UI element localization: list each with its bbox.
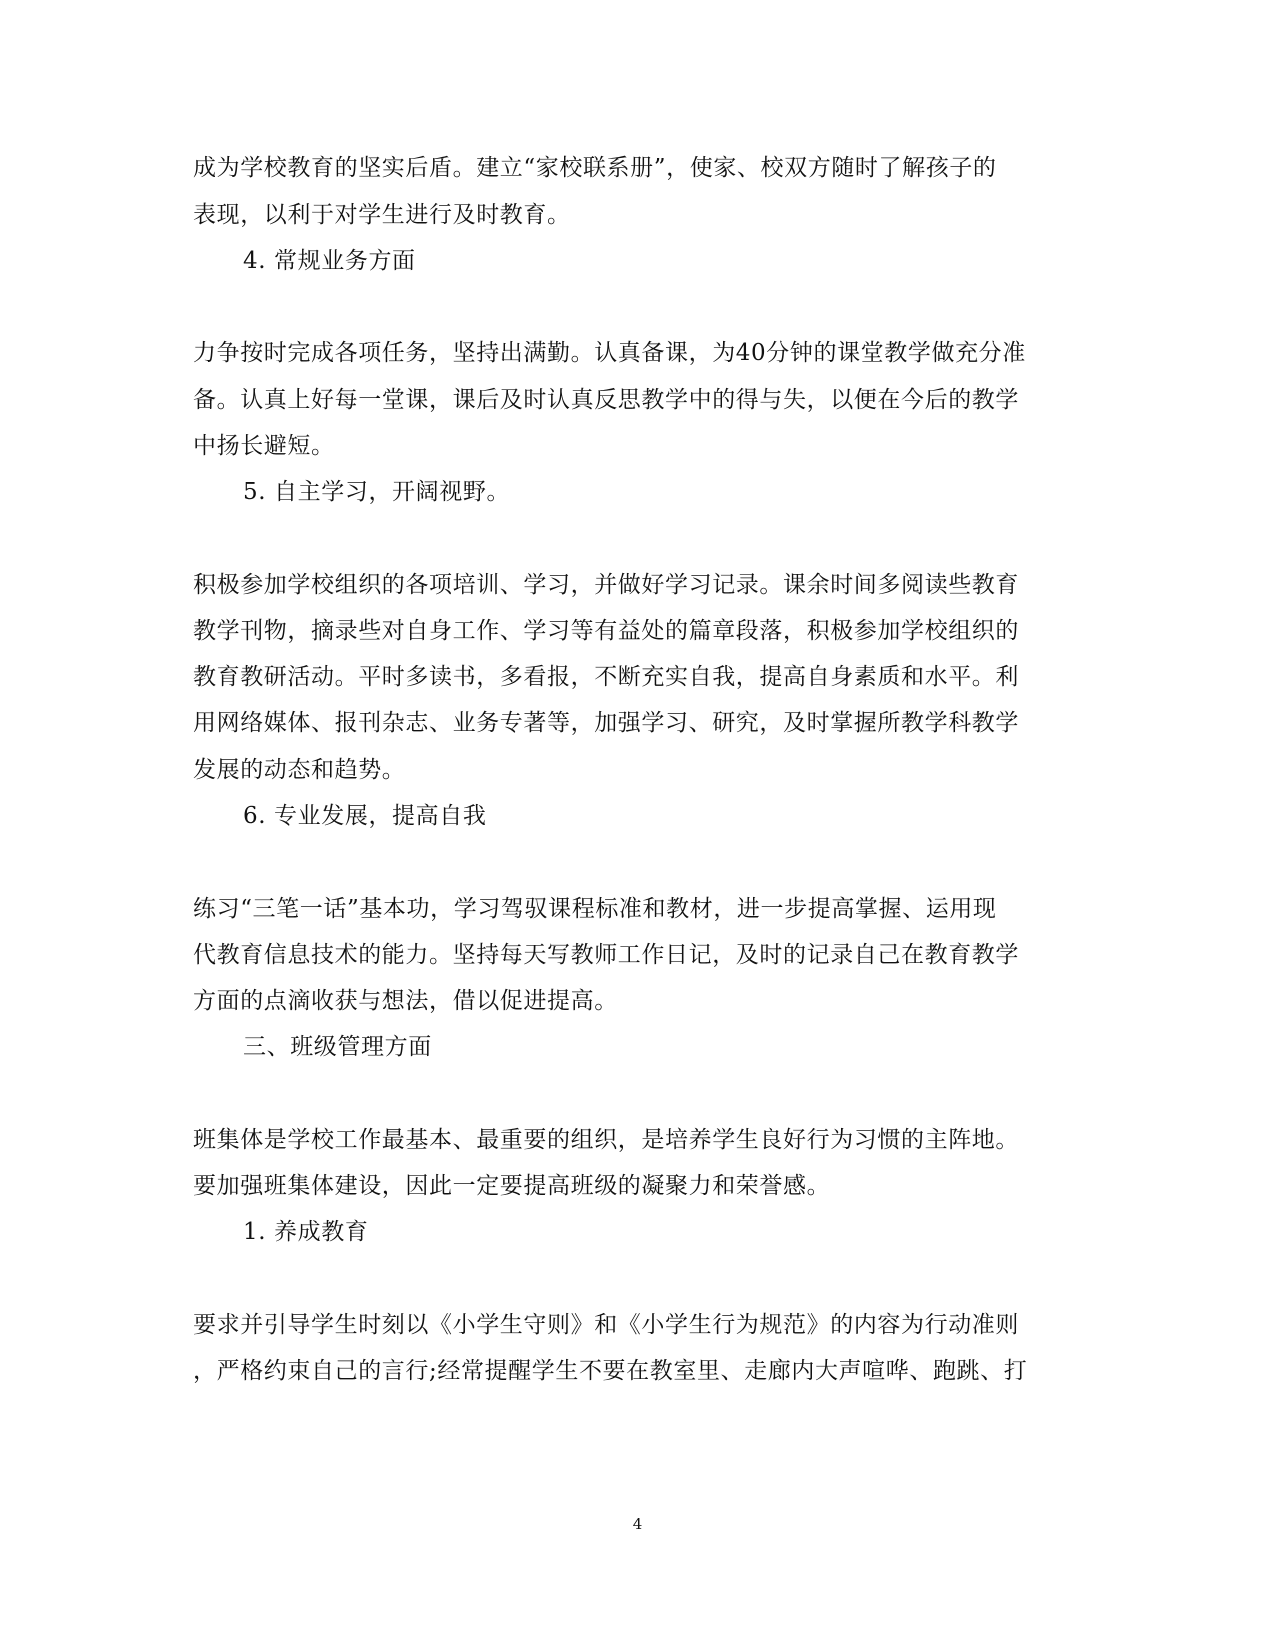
body-text-line: 方面的点滴收获与想法，借以促进提高。: [193, 988, 618, 1014]
body-text-line: 积极参加学校组织的各项培训、学习，并做好学习记录。课余时间多阅读些教育: [193, 572, 1019, 598]
body-text-line: 代教育信息技术的能力。坚持每天写教师工作日记，及时的记录自己在教育教学: [193, 942, 1019, 968]
body-text-line: 教育教研活动。平时多读书，多看报，不断充实自我，提高自身素质和水平。利: [193, 664, 1019, 690]
body-text-line: 班集体是学校工作最基本、最重要的组织，是培养学生良好行为习惯的主阵地。: [193, 1127, 1019, 1153]
body-text-line: 成为学校教育的坚实后盾。建立“家校联系册”，使家、校双方随时了解孩子的: [193, 155, 997, 181]
body-text-line: 练习“三笔一话”基本功，学习驾驭课程标准和教材，进一步提高掌握、运用现: [193, 896, 997, 922]
section-heading: 1. 养成教育: [243, 1219, 369, 1245]
body-text-line: 发展的动态和趋势。: [193, 757, 406, 783]
body-text-line: 要加强班集体建设，因此一定要提高班级的凝聚力和荣誉感。: [193, 1173, 831, 1199]
body-text-line: 要求并引导学生时刻以《小学生守则》和《小学生行为规范》的内容为行动准则: [193, 1312, 1019, 1338]
body-text-line: 用网络媒体、报刊杂志、业务专著等，加强学习、研究，及时掌握所教学科教学: [193, 710, 1019, 736]
body-text-line: 中扬长避短。: [193, 433, 335, 459]
body-text-line: ，严格约束自己的言行;经常提醒学生不要在教室里、走廊内大声喧哗、跑跳、打: [193, 1358, 1028, 1384]
section-heading: 三、班级管理方面: [243, 1034, 432, 1060]
body-text-line: 力争按时完成各项任务，坚持出满勤。认真备课，为40分钟的课堂教学做充分准: [193, 340, 1026, 366]
section-heading: 6. 专业发展，提高自我: [243, 803, 487, 829]
body-text-line: 表现，以利于对学生进行及时教育。: [193, 202, 571, 228]
body-text-line: 备。认真上好每一堂课，课后及时认真反思教学中的得与失，以便在今后的教学: [193, 387, 1019, 413]
body-text-line: 教学刊物，摘录些对自身工作、学习等有益处的篇章段落，积极参加学校组织的: [193, 618, 1019, 644]
section-heading: 5. 自主学习，开阔视野。: [243, 479, 511, 505]
page-number: 4: [632, 1515, 643, 1533]
section-heading: 4. 常规业务方面: [243, 248, 416, 274]
